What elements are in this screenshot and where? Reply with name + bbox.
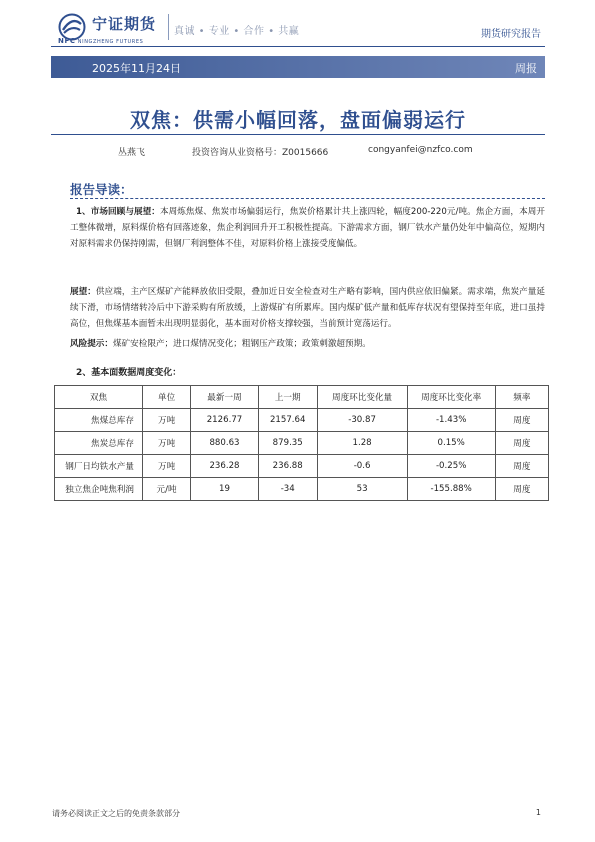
table-header-cell: 单位 [142,386,190,409]
risk-paragraph [70,336,545,352]
title-divider [51,134,545,135]
market-review-paragraph [70,204,545,252]
table-cell: 焦炭总库存 [55,432,143,455]
table-cell: 53 [317,478,407,501]
company-slogan: 真诚 • 专业 • 合作 • 共赢 [174,26,300,37]
table-cell: -34 [258,478,317,501]
table-header-cell: 最新一周 [191,386,259,409]
outlook-text: 供应端，主产区煤矿产能释放依旧受限，叠加近日安全检查对生产略有影响，国内供应依旧偏紧。需求端，焦炭产量延续下滑，市场情绪转冷后中下游采购有所放缓，上游煤矿有所累库。国内煤矿低产量和低库存状况有望保持至年底，进口虽持高位，但焦煤基本面暂未出现明显弱化，基本面对价格支撑较强，当前预计宽荡运行。 [70,287,545,329]
report-frequency: 周报 [515,62,537,75]
table-header-cell: 双焦 [55,386,143,409]
page-number: 1 [535,808,541,817]
company-name-en: NFC NINGZHENG FUTURES [58,37,144,45]
table-cell: 1.28 [317,432,407,455]
section-heading: 报告导读： [70,182,133,197]
table-header-cell: 周度环比变化量 [317,386,407,409]
table-cell: 2126.77 [191,409,259,432]
table-cell: 周度 [495,478,548,501]
table-header-cell: 上一期 [258,386,317,409]
risk-label: 风险提示： [70,339,113,349]
table-cell: 236.88 [258,455,317,478]
table-cell: 万吨 [142,455,190,478]
table-cell: -155.88% [407,478,495,501]
table-row [55,455,549,478]
table-cell: 万吨 [142,409,190,432]
table-cell: 2157.64 [258,409,317,432]
report-date: 2025年11月24日 [92,62,181,75]
table-row [55,432,549,455]
author-license: 投资咨询从业资格号：Z0015666 [192,148,329,158]
table-header-cell: 周度环比变化率 [407,386,495,409]
author-name: 丛燕飞 [118,148,146,158]
table-cell: 元/吨 [142,478,190,501]
report-type-label: 期货研究报告 [481,29,541,40]
section-divider [70,198,545,199]
disclaimer-note: 请务必阅读正文之后的免责条款部分 [52,809,180,818]
table-cell: 周度 [495,409,548,432]
market-review-label: 1、市场回顾与展望： [76,207,160,217]
author-email[interactable]: congyanfei@nzfco.com [368,145,473,155]
table-cell: 焦煤总库存 [55,409,143,432]
table-cell: 0.15% [407,432,495,455]
outlook-label: 展望： [70,287,96,297]
table-title: 2、基本面数据周度变化： [76,368,182,378]
table-cell: 万吨 [142,432,190,455]
table-cell: 周度 [495,432,548,455]
table-cell: 879.35 [258,432,317,455]
company-name: 宁证期货 [92,15,157,33]
table-cell: -0.25% [407,455,495,478]
table-cell: 236.28 [191,455,259,478]
header-divider [51,46,545,47]
table-cell: -1.43% [407,409,495,432]
market-review-text: 本周炼焦煤、焦炭市场偏弱运行，焦炭价格累计共上涨四轮，幅度200-220元/吨。焦企方面，本周开工整体微增，原料煤价格有回落迹象，焦企利润回升开工积极性提高。下游需求方面，钢厂铁水产量仍处年中偏高位，短期内对原料需求仍保持刚需，但钢厂利润整体不佳，对原料价格上涨接受度偏低。 [70,207,545,249]
table-cell: -0.6 [317,455,407,478]
report-title: 双焦：供需小幅回落，盘面偏弱运行 [130,108,466,132]
table-cell: 钢厂日均铁水产量 [55,455,143,478]
table-cell: 周度 [495,455,548,478]
table-header-row [55,386,549,409]
table-row [55,409,549,432]
table-header-cell: 频率 [495,386,548,409]
table-row [55,478,549,501]
logo-divider [168,14,169,40]
table-cell: 独立焦企吨焦利润 [55,478,143,501]
risk-text: 煤矿安检限产；进口煤情况变化；粗钢压产政策；政策刺激超预期。 [112,339,371,349]
table-cell: 19 [191,478,259,501]
outlook-paragraph [70,284,545,332]
table-cell: 880.63 [191,432,259,455]
table-cell: -30.87 [317,409,407,432]
fundamentals-table [54,385,549,501]
